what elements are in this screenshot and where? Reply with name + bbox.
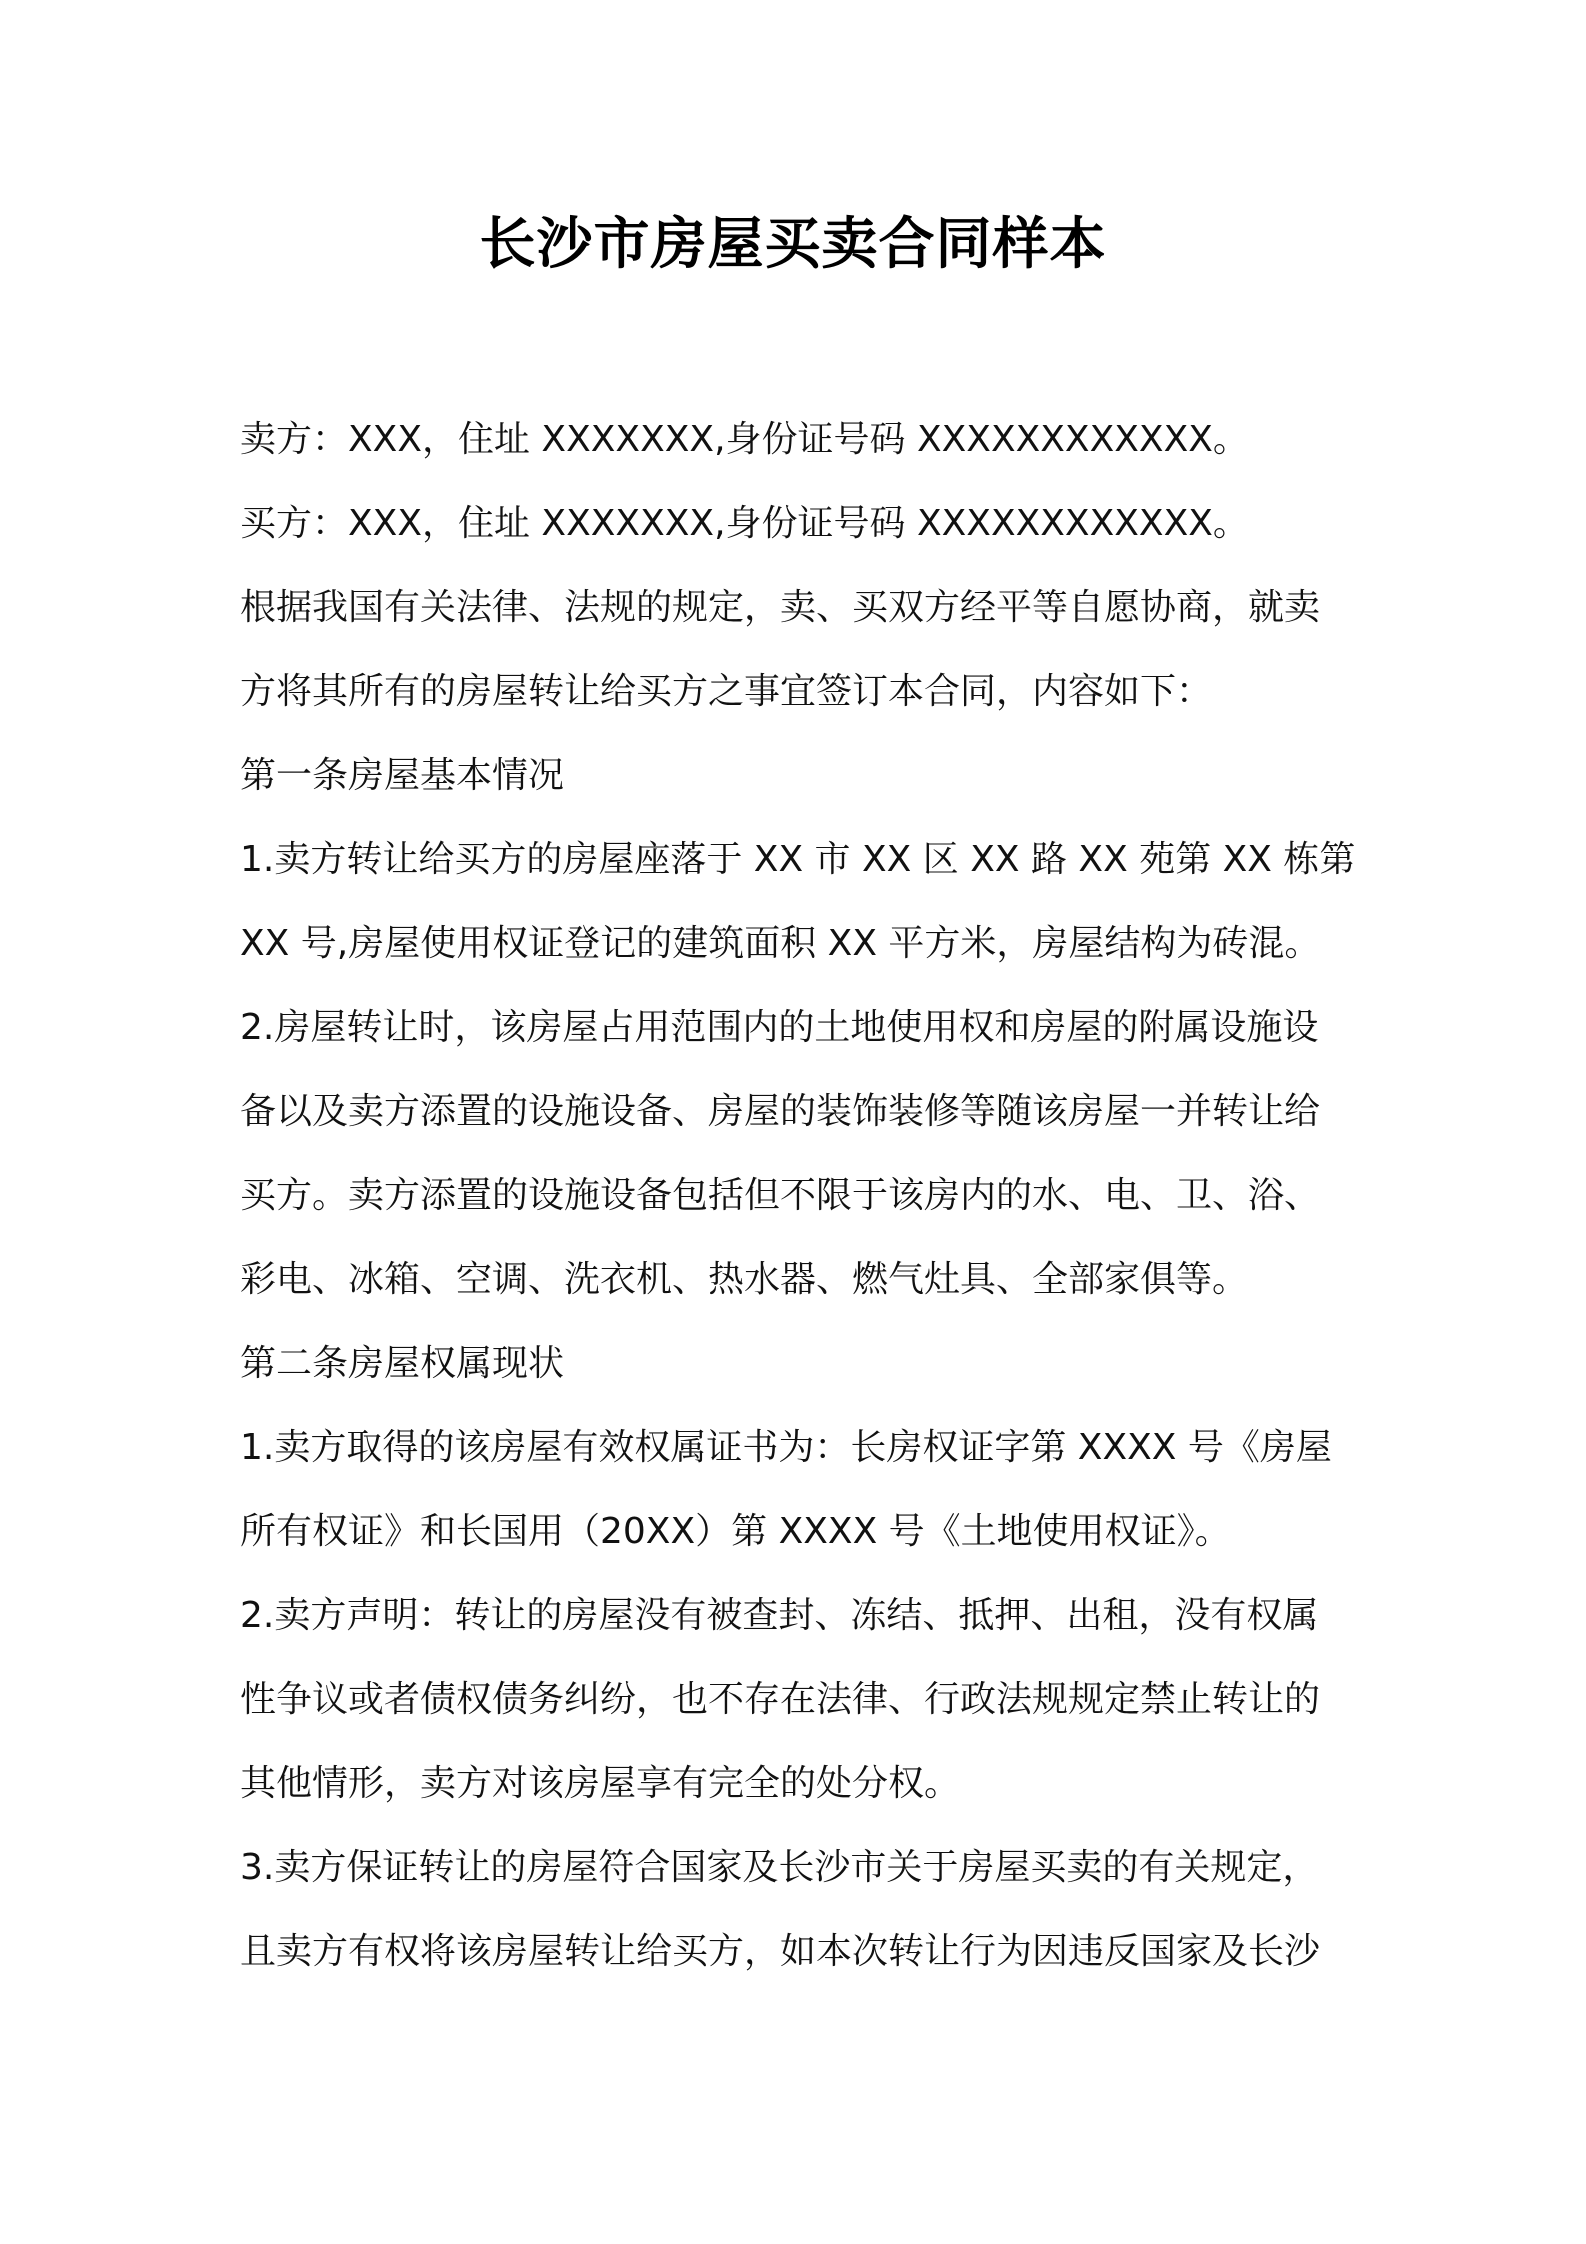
article-2-clause-3-line-1: 3.卖方保证转让的房屋符合国家及长沙市关于房屋买卖的有关规定， bbox=[240, 1847, 1319, 1888]
article-2-clause-2-line-1: 2.卖方声明：转让的房屋没有被查封、冻结、抵押、出租，没有权属 bbox=[240, 1595, 1319, 1636]
article-2-heading: 第二条房屋权属现状 bbox=[240, 1343, 565, 1384]
contract-body bbox=[240, 398, 1360, 1994]
page-title: 长沙市房屋买卖合同样本 bbox=[479, 212, 1107, 277]
article-1-clause-2-line-1: 2.房屋转让时，该房屋占用范围内的土地使用权和房屋的附属设施设 bbox=[240, 1007, 1319, 1048]
preamble-line-2: 方将其所有的房屋转让给买方之事宜签订本合同，内容如下： bbox=[240, 671, 1213, 712]
article-2-clause-3-line-2: 且卖方有权将该房屋转让给买方，如本次转让行为因违反国家及长沙 bbox=[240, 1931, 1321, 1972]
article-2-clause-2-line-2: 性争议或者债权债务纠纷，也不存在法律、行政法规规定禁止转让的 bbox=[240, 1679, 1321, 1720]
article-1-clause-2-line-4: 彩电、冰箱、空调、洗衣机、热水器、燃气灶具、全部家俱等。 bbox=[240, 1259, 1249, 1300]
buyer-line: 买方：XXX，住址 XXXXXXX,身份证号码 XXXXXXXXXXXX。 bbox=[240, 503, 1249, 544]
article-1-clause-1-line-1: 1.卖方转让给买方的房屋座落于 XX 市 XX 区 XX 路 XX 苑第 XX 栋第 bbox=[240, 839, 1356, 880]
article-1-heading: 第一条房屋基本情况 bbox=[240, 755, 565, 796]
article-1-clause-1-line-2: XX 号,房屋使用权证登记的建筑面积 XX 平方米，房屋结构为砖混。 bbox=[240, 923, 1321, 964]
article-1-clause-2-line-3: 买方。卖方添置的设施设备包括但不限于该房内的水、电、卫、浴、 bbox=[240, 1175, 1321, 1216]
article-2-clause-1-line-1: 1.卖方取得的该房屋有效权属证书为：长房权证字第 XXXX 号《房屋 bbox=[240, 1427, 1332, 1468]
article-2-clause-1-line-2: 所有权证》和长国用（20XX）第 XXXX 号《土地使用权证》。 bbox=[240, 1511, 1231, 1552]
article-1-clause-2-line-2: 备以及卖方添置的设施设备、房屋的装饰装修等随该房屋一并转让给 bbox=[240, 1091, 1321, 1132]
preamble-line-1: 根据我国有关法律、法规的规定，卖、买双方经平等自愿协商，就卖 bbox=[240, 587, 1321, 628]
seller-line: 卖方：XXX，住址 XXXXXXX,身份证号码 XXXXXXXXXXXX。 bbox=[240, 419, 1249, 460]
article-2-clause-2-line-3: 其他情形，卖方对该房屋享有完全的处分权。 bbox=[240, 1763, 961, 1804]
